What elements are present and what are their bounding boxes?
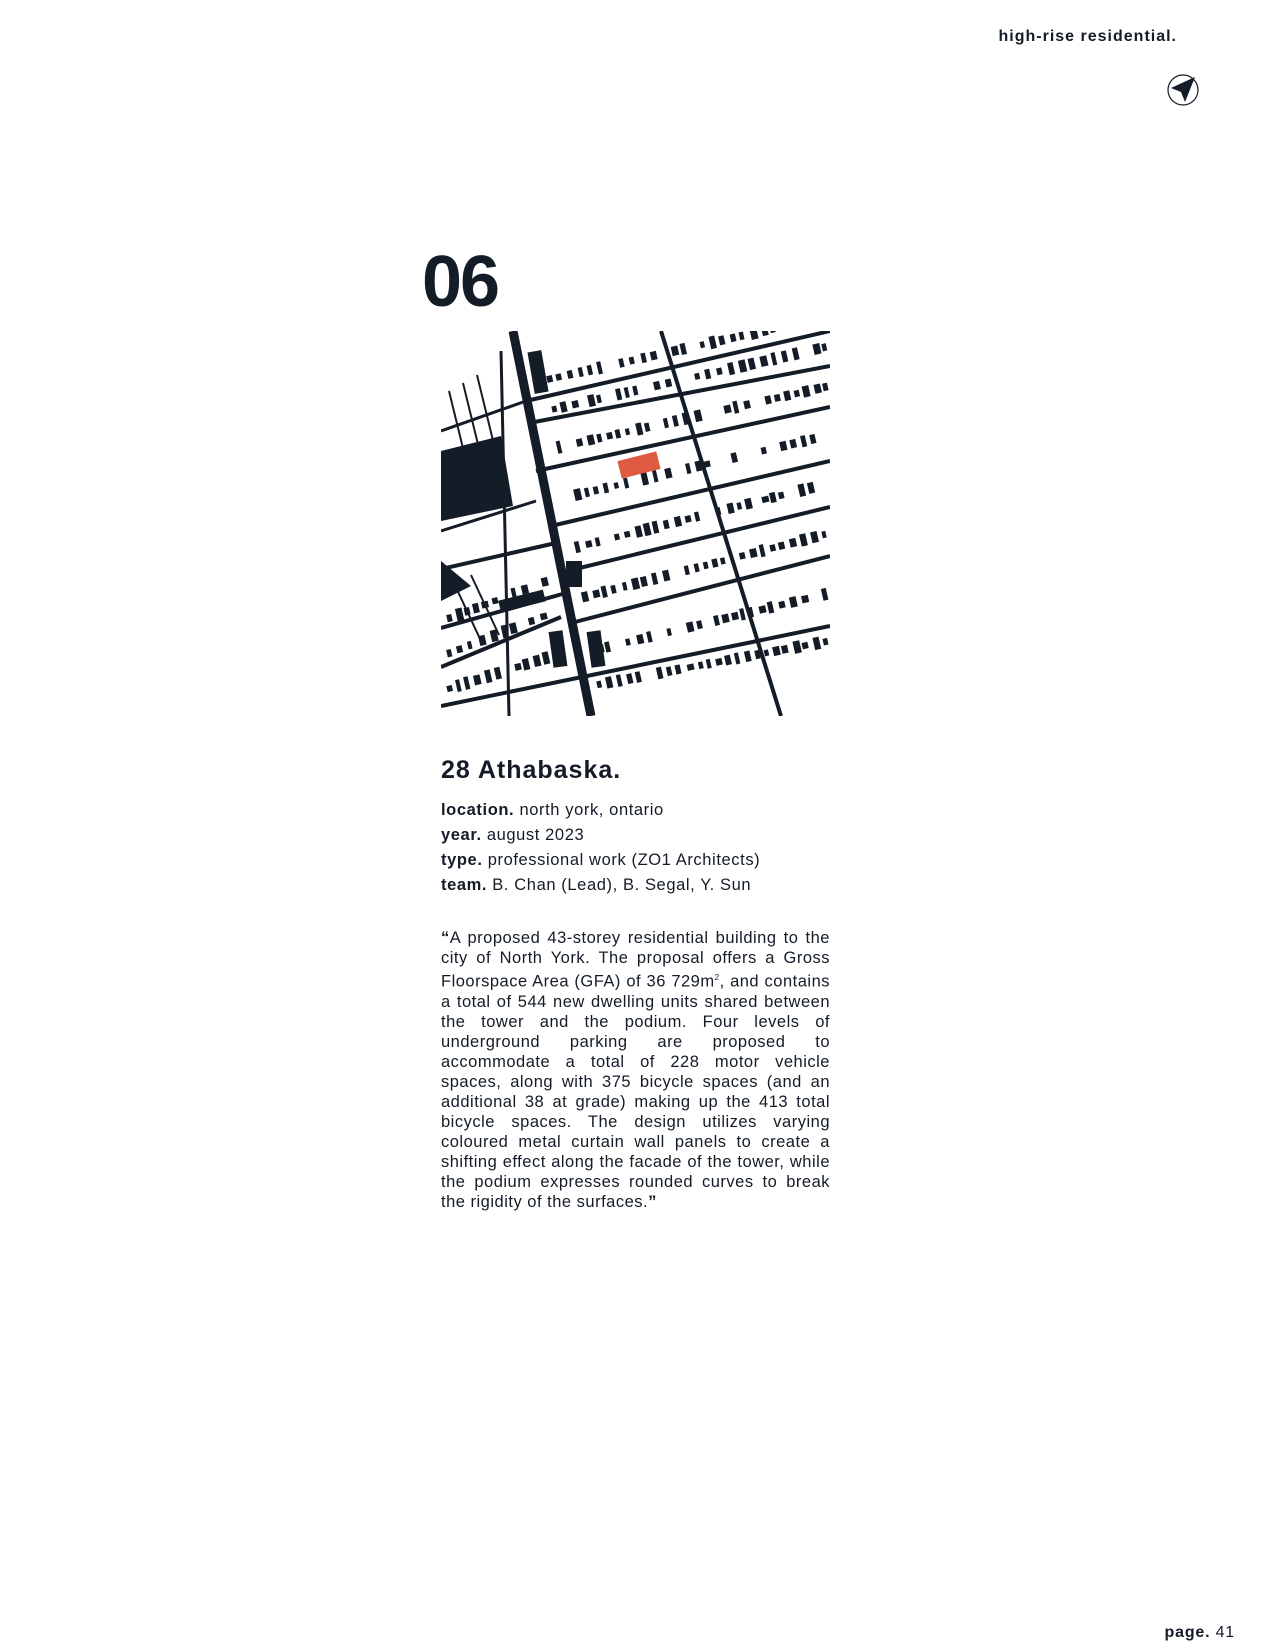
- building-footprint: [571, 400, 579, 408]
- section-label: high-rise residential.: [998, 28, 1177, 45]
- building-footprint: [632, 386, 638, 396]
- building-footprint: [694, 563, 700, 572]
- building-footprint: [744, 650, 752, 662]
- building-footprint: [711, 558, 718, 567]
- building-footprint: [624, 387, 630, 398]
- detail-team: [441, 873, 760, 898]
- detail-label: location.: [441, 801, 515, 819]
- building-footprint: [761, 496, 769, 504]
- building-footprint: [484, 669, 493, 683]
- building-footprint: [759, 544, 766, 557]
- building-footprint: [801, 595, 809, 604]
- building-footprint: [625, 428, 630, 435]
- building-footprint: [718, 335, 725, 345]
- building-footprint: [662, 570, 670, 582]
- building-footprint: [708, 336, 717, 350]
- building-footprint: [759, 355, 768, 367]
- building-footprint: [540, 612, 548, 620]
- page-label: page.: [1164, 1624, 1211, 1641]
- building-footprint: [521, 584, 529, 594]
- building-footprint: [494, 667, 502, 680]
- building-footprint: [743, 400, 751, 409]
- building-footprint: [656, 667, 664, 680]
- building-footprint: [684, 565, 690, 575]
- building-footprint: [802, 385, 811, 398]
- building-footprint: [635, 671, 642, 683]
- building-footprint: [794, 390, 801, 398]
- building-footprint: [596, 433, 602, 442]
- building-footprint: [779, 441, 787, 451]
- building-footprint: [721, 613, 730, 623]
- building-footprint: [556, 441, 563, 454]
- building-footprint: [616, 674, 623, 687]
- building-footprint: [467, 641, 473, 650]
- building-footprint: [541, 577, 549, 587]
- building-footprint: [671, 346, 680, 357]
- building-footprint: [781, 645, 789, 654]
- building-footprint: [585, 540, 593, 548]
- building-footprint: [652, 470, 659, 482]
- superscript-2: 2: [714, 973, 720, 982]
- building-footprint: [615, 429, 622, 439]
- building-footprint: [600, 586, 607, 598]
- building-footprint: [652, 521, 660, 534]
- building-footprint: [646, 631, 653, 643]
- building-footprint: [555, 373, 562, 381]
- building-footprint: [626, 673, 633, 684]
- building-footprint: [736, 502, 742, 510]
- building-footprint: [618, 358, 624, 368]
- detail-label: type.: [441, 851, 483, 869]
- building-footprint: [592, 589, 600, 598]
- building-footprint: [640, 353, 647, 364]
- building-footprint: [666, 666, 673, 676]
- building-footprint: [822, 383, 829, 392]
- building-footprint: [767, 601, 775, 613]
- project-number: 06: [422, 242, 499, 322]
- detail-value: north york, ontario: [519, 801, 664, 819]
- building-footprint: [812, 637, 821, 650]
- building-footprint: [446, 614, 453, 622]
- building-footprint: [573, 488, 582, 501]
- building-footprint: [764, 649, 770, 656]
- quote-close-mark: ”: [648, 1192, 657, 1211]
- building-footprint: [749, 548, 758, 558]
- building-footprint: [778, 601, 785, 609]
- building-footprint: [623, 478, 629, 489]
- building-footprint: [696, 620, 703, 629]
- building-footprint: [584, 487, 590, 497]
- building-footprint: [596, 680, 602, 688]
- building-footprint: [559, 401, 567, 413]
- building-footprint: [509, 622, 518, 634]
- building-footprint: [699, 341, 705, 348]
- building-footprint: [693, 409, 702, 422]
- building-footprint: [533, 655, 542, 667]
- building-footprint: [789, 538, 797, 548]
- building-footprint: [542, 651, 551, 664]
- building-footprint: [685, 463, 691, 474]
- building-footprint: [774, 394, 781, 402]
- building-footprint: [596, 361, 603, 374]
- building-footprint: [769, 492, 777, 503]
- building-footprint: [738, 359, 747, 372]
- building-footprint: [463, 676, 470, 690]
- building-footprint: [821, 343, 827, 351]
- description-text-2: , and contains a total of 544 new dwelling units shared between the tower and the podium. Four levels of underground parking are proposed to accommodate a total of 228 motor vehicle spaces, along with 375 bicycle spaces (and an additional 38 at grade) making up the 413 total bicycle spaces. The design utilizes varying coloured metal curtain wall panels to create a shifting effect along the facade of the tower, while the podium expresses rounded curves to break the rigidity of the surfaces.: [441, 972, 830, 1211]
- page-number: 41: [1215, 1624, 1235, 1641]
- building-footprint: [625, 638, 631, 646]
- building-footprint: [634, 525, 643, 537]
- building-footprint: [761, 331, 769, 336]
- building-footprint: [614, 482, 620, 489]
- building-footprint: [624, 531, 631, 538]
- building-footprint: [744, 498, 753, 510]
- building-footprint: [665, 378, 673, 387]
- building-footprint: [734, 652, 741, 664]
- building-footprint: [778, 492, 785, 500]
- building-footprint: [792, 640, 802, 654]
- building-footprint: [636, 634, 644, 645]
- building-footprint: [799, 533, 808, 546]
- project-title: 28 Athabaska.: [441, 756, 622, 784]
- building-footprint: [578, 367, 584, 377]
- building-footprint: [492, 597, 499, 604]
- building-footprint: [704, 369, 711, 380]
- building-footprint: [674, 516, 682, 527]
- building-footprint: [769, 544, 776, 552]
- building-footprint: [596, 395, 602, 404]
- building-footprint: [716, 367, 723, 375]
- building-footprint: [727, 362, 735, 375]
- building-footprint: [446, 685, 453, 692]
- detail-value: august 2023: [486, 826, 585, 844]
- building-footprint: [739, 332, 745, 341]
- building-footprint: [821, 531, 826, 538]
- building-footprint: [812, 343, 821, 355]
- building-footprint: [446, 649, 452, 657]
- project-description: [441, 928, 830, 1212]
- building-footprint: [643, 523, 652, 537]
- building-footprint: [581, 591, 589, 602]
- building-footprint: [567, 370, 574, 379]
- building-footprint: [664, 468, 672, 479]
- building-footprint: [789, 439, 797, 449]
- building-footprint: [666, 628, 672, 636]
- building-footprint: [732, 401, 739, 414]
- building-footprint: [739, 608, 746, 620]
- building-footprint: [822, 638, 828, 646]
- building-footprint: [586, 365, 593, 376]
- building-footprint: [694, 373, 700, 380]
- detail-value: B. Chan (Lead), B. Segal, Y. Sun: [492, 876, 752, 894]
- building-footprint: [635, 422, 643, 435]
- building-footprint: [622, 582, 628, 591]
- building-footprint: [602, 482, 609, 493]
- detail-type: [441, 848, 760, 873]
- building-footprint: [650, 351, 658, 361]
- building-footprint: [724, 655, 732, 666]
- building-footprint: [747, 358, 756, 371]
- building-footprint: [586, 434, 595, 445]
- building-footprint: [687, 663, 695, 671]
- building-footprint: [792, 347, 800, 360]
- detail-label: year.: [441, 826, 482, 844]
- building-footprint: [770, 352, 777, 365]
- building-footprint: [593, 486, 600, 495]
- building-footprint: [807, 482, 815, 494]
- building-footprint: [684, 515, 691, 523]
- building-footprint: [778, 541, 786, 550]
- building-footprint: [810, 531, 819, 543]
- building-footprint: [640, 472, 649, 486]
- building-footprint: [797, 483, 806, 497]
- building-footprint: [514, 663, 522, 671]
- building-footprint: [587, 394, 596, 407]
- building-footprint: [455, 679, 462, 692]
- building-footprint: [456, 645, 463, 653]
- building-footprint: [731, 612, 739, 621]
- project-details: [441, 798, 760, 898]
- building-footprint: [604, 641, 611, 652]
- building-footprint: [640, 576, 648, 587]
- building-footprint: [615, 388, 622, 400]
- building-footprint: [653, 381, 661, 391]
- building-footprint: [749, 331, 759, 340]
- building-footprint: [781, 350, 789, 362]
- building-footprint: [610, 585, 616, 594]
- building-footprint: [809, 434, 816, 444]
- building-footprint: [528, 617, 535, 625]
- building-footprint: [455, 607, 464, 621]
- building-footprint: [663, 418, 669, 428]
- building-footprint: [739, 552, 746, 560]
- building-footprint: [783, 390, 791, 401]
- quote-open-mark: “: [441, 929, 450, 947]
- building-footprint: [644, 422, 651, 432]
- building-footprint: [715, 658, 723, 666]
- building-footprint: [764, 395, 772, 404]
- building-footprint: [473, 674, 482, 685]
- building-footprint: [576, 438, 584, 447]
- building-footprint: [789, 596, 798, 608]
- building-footprint: [522, 658, 531, 670]
- building-footprint: [730, 333, 737, 342]
- building-footprint: [772, 646, 781, 656]
- building-footprint: [720, 557, 726, 564]
- building-footprint: [801, 642, 808, 650]
- building-footprint: [686, 621, 695, 632]
- building-footprint: [800, 435, 807, 447]
- detail-label: team.: [441, 876, 488, 894]
- building-footprint: [629, 357, 635, 365]
- building-footprint: [606, 432, 613, 440]
- detail-year: [441, 823, 760, 848]
- building-footprint: [631, 577, 640, 590]
- site-plan-map: [441, 331, 830, 716]
- building-footprint: [614, 533, 620, 540]
- detail-value: professional work (ZO1 Architects): [487, 851, 761, 869]
- building-footprint: [694, 511, 700, 521]
- building-footprint: [551, 405, 557, 412]
- description-text-1: A proposed 43-storey residential building to the city of North York. The proposal offers a Gross Floorspace Area (GFA) of 36 729m: [441, 929, 830, 991]
- building-footprint: [672, 415, 679, 427]
- building-footprint: [761, 447, 767, 455]
- building-footprint: [813, 384, 821, 394]
- building-footprint: [651, 572, 658, 585]
- building-footprint: [546, 375, 553, 383]
- building-footprint: [663, 520, 670, 530]
- building-footprint: [472, 603, 480, 614]
- building-footprint: [713, 615, 720, 626]
- building-footprint: [726, 502, 734, 514]
- detail-location: [441, 798, 760, 823]
- building-footprint: [698, 661, 704, 669]
- building-footprint: [703, 561, 709, 569]
- building-footprint: [674, 664, 681, 674]
- building-footprint: [758, 605, 766, 614]
- building-footprint: [821, 588, 829, 601]
- building-footprint: [769, 331, 776, 333]
- building-footprint: [595, 537, 601, 547]
- building-footprint: [706, 659, 712, 669]
- building-footprint: [723, 404, 732, 413]
- page-footer: [1165, 1624, 1235, 1642]
- building-footprint: [679, 343, 687, 355]
- building-footprint: [574, 541, 581, 553]
- building-footprint: [730, 452, 738, 463]
- north-arrow-icon: [1166, 73, 1200, 107]
- building-footprint: [605, 676, 614, 688]
